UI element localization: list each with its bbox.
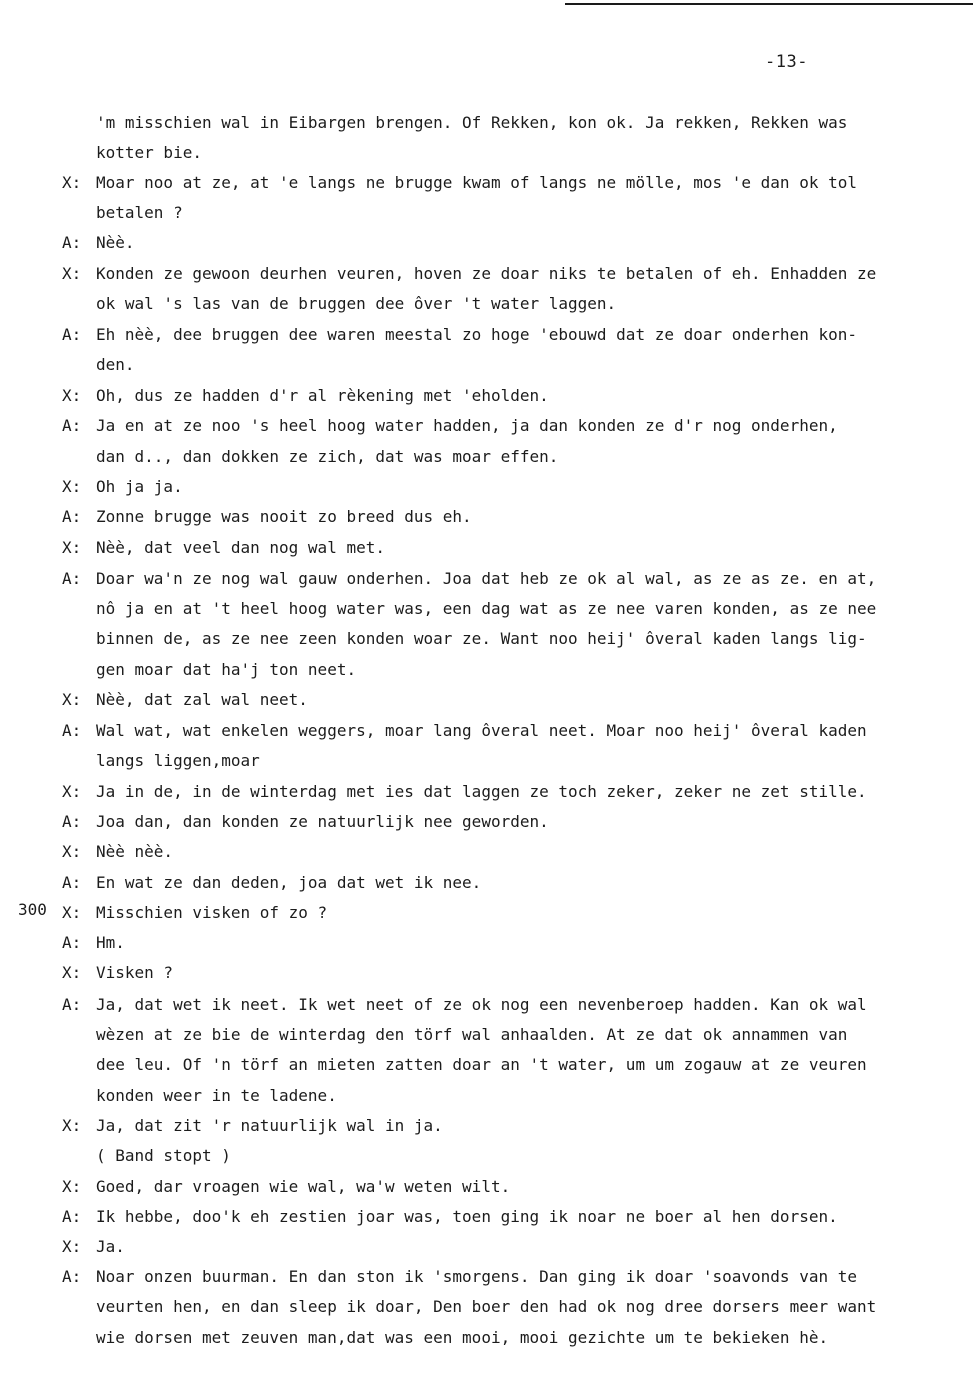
band-note: ( Band stopt ) — [96, 1146, 231, 1165]
speaker-label: A: — [62, 416, 82, 435]
line-text: Hm. — [96, 933, 125, 952]
transcript-line — [96, 594, 961, 624]
speaker-label: A: — [62, 721, 82, 740]
line-text: veurten hen, en dan sleep ik doar, Den boer den had ok nog dree dorsers meer want — [96, 1297, 877, 1316]
transcript-line — [62, 807, 961, 837]
line-text: Ja, dat wet ik neet. Ik wet neet of ze ok nog een nevenberoep hadden. Kan ok wal — [96, 995, 867, 1014]
speaker-label: A: — [62, 233, 82, 252]
transcript-line — [62, 320, 961, 350]
speaker-label: X: — [62, 963, 82, 982]
line-text: Ja. — [96, 1237, 125, 1256]
line-text: 'm misschien wal in Eibargen brengen. Of Rekken, kon ok. Ja rekken, Rekken was — [96, 113, 848, 132]
speaker-label: A: — [62, 933, 82, 952]
speaker-label: A: — [62, 1207, 82, 1226]
speaker-label: X: — [62, 264, 82, 283]
transcript-line — [96, 138, 961, 168]
transcript-line — [62, 685, 961, 715]
line-text: nô ja en at 't heel hoog water was, een dag wat as ze nee varen konden, as ze nee — [96, 599, 877, 618]
speaker-label: X: — [62, 477, 82, 496]
speaker-label: X: — [62, 1177, 82, 1196]
transcript-line — [62, 411, 961, 441]
transcript-line — [62, 381, 961, 411]
speaker-label: X: — [62, 173, 82, 192]
line-text: gen moar dat ha'j ton neet. — [96, 660, 357, 679]
speaker-label: X: — [62, 1237, 82, 1256]
line-text: Doar wa'n ze nog wal gauw onderhen. Joa dat heb ze ok al wal, as ze as ze. en at, — [96, 569, 877, 588]
speaker-label: A: — [62, 812, 82, 831]
transcript-line — [62, 1172, 961, 1202]
top-rule — [565, 3, 973, 5]
transcript-line — [62, 868, 961, 898]
speaker-label: A: — [62, 569, 82, 588]
speaker-label: A: — [62, 1267, 82, 1286]
line-text: konden weer in te ladene. — [96, 1086, 337, 1105]
line-text: Nèè, dat veel dan nog wal met. — [96, 538, 385, 557]
line-text: Moar noo at ze, at 'e langs ne brugge kwam of langs ne mölle, mos 'e dan ok tol — [96, 173, 857, 192]
line-text: Ja in de, in de winterdag met ies dat laggen ze toch zeker, zeker ne zet stille. — [96, 782, 867, 801]
page-number: -13- — [765, 52, 808, 72]
transcript-line — [62, 1232, 961, 1262]
line-text: Konden ze gewoon deurhen veuren, hoven ze doar niks te betalen of eh. Enhadden ze — [96, 264, 877, 283]
speaker-label: X: — [62, 386, 82, 405]
transcript-line — [62, 777, 961, 807]
speaker-label: X: — [62, 903, 82, 922]
line-text: wèzen at ze bie de winterdag den törf wal anhaalden. At ze dat ok annammen van — [96, 1025, 848, 1044]
transcript-line — [62, 472, 961, 502]
transcript-line — [96, 1292, 961, 1322]
transcript-line — [96, 746, 961, 776]
transcript-line — [62, 228, 961, 258]
line-text: dan d.., dan dokken ze zich, dat was moar effen. — [96, 447, 559, 466]
line-text: Nèè, dat zal wal neet. — [96, 690, 308, 709]
line-text: binnen de, as ze nee zeen konden woar ze. Want noo heij' ôveral kaden langs lig- — [96, 629, 867, 648]
speaker-label: X: — [62, 1116, 82, 1135]
speaker-label: A: — [62, 325, 82, 344]
speaker-label: X: — [62, 842, 82, 861]
transcript-line — [96, 624, 961, 654]
line-text: En wat ze dan deden, joa dat wet ik nee. — [96, 873, 482, 892]
transcript-line — [62, 533, 961, 563]
transcript-line — [96, 1020, 961, 1050]
transcript-line — [62, 168, 961, 198]
line-text: ok wal 's las van de bruggen dee ôver 't water laggen. — [96, 294, 617, 313]
line-text: Noar onzen buurman. En dan ston ik 'smorgens. Dan ging ik doar 'soavonds van te — [96, 1267, 857, 1286]
line-text: kotter bie. — [96, 143, 202, 162]
speaker-label: X: — [62, 782, 82, 801]
speaker-label: A: — [62, 873, 82, 892]
transcript-line — [62, 958, 961, 988]
transcript-line — [96, 655, 961, 685]
transcript-line — [62, 837, 961, 867]
transcript-line — [96, 198, 961, 228]
margin-line-number: 300 — [18, 900, 47, 919]
transcript-line — [96, 1081, 961, 1111]
line-text: Oh ja ja. — [96, 477, 183, 496]
transcript-line — [62, 898, 961, 928]
transcript-line — [62, 1202, 961, 1232]
line-text: betalen ? — [96, 203, 183, 222]
transcript-line — [96, 442, 961, 472]
line-text: Joa dan, dan konden ze natuurlijk nee geworden. — [96, 812, 549, 831]
line-text: Ja, dat zit 'r natuurlijk wal in ja. — [96, 1116, 443, 1135]
line-text: Misschien visken of zo ? — [96, 903, 328, 922]
speaker-label: X: — [62, 538, 82, 557]
line-text: Oh, dus ze hadden d'r al rèkening met 'eholden. — [96, 386, 549, 405]
speaker-label: A: — [62, 507, 82, 526]
line-text: Nèè. — [96, 233, 135, 252]
transcript-line — [62, 716, 961, 746]
transcript-line — [62, 928, 961, 958]
line-text: langs liggen,moar — [96, 751, 260, 770]
transcript-line — [62, 1111, 961, 1141]
line-text: dee leu. Of 'n törf an mieten zatten doar an 't water, um um zogauw at ze veuren — [96, 1055, 867, 1074]
speaker-label: X: — [62, 690, 82, 709]
line-text: Nèè nèè. — [96, 842, 174, 861]
speaker-label: A: — [62, 995, 82, 1014]
transcript-line — [96, 289, 961, 319]
line-text: Eh nèè, dee bruggen dee waren meestal zo hoge 'ebouwd dat ze doar onderhen kon- — [96, 325, 857, 344]
line-text: Wal wat, wat enkelen weggers, moar lang ôveral neet. Moar noo heij' ôveral kaden — [96, 721, 867, 740]
transcript-line — [62, 502, 961, 532]
transcript-line — [62, 564, 961, 594]
transcript-line — [96, 1323, 961, 1353]
transcript-line — [96, 108, 961, 138]
transcript-line — [62, 1262, 961, 1292]
line-text: Zonne brugge was nooit zo breed dus eh. — [96, 507, 472, 526]
transcript-line — [96, 1050, 961, 1080]
line-text: den. — [96, 355, 135, 374]
line-text: wie dorsen met zeuven man,dat was een mooi, mooi gezichte um te bekieken hè. — [96, 1328, 829, 1347]
transcript-line — [62, 259, 961, 289]
line-text: Goed, dar vroagen wie wal, wa'w weten wilt. — [96, 1177, 511, 1196]
transcript-line — [96, 350, 961, 380]
line-text: Ik hebbe, doo'k eh zestien joar was, toen ging ik noar ne boer al hen dorsen. — [96, 1207, 838, 1226]
transcript-line — [62, 990, 961, 1020]
line-text: Ja en at ze noo 's heel hoog water hadden, ja dan konden ze d'r nog onderhen, — [96, 416, 838, 435]
line-text: Visken ? — [96, 963, 174, 982]
